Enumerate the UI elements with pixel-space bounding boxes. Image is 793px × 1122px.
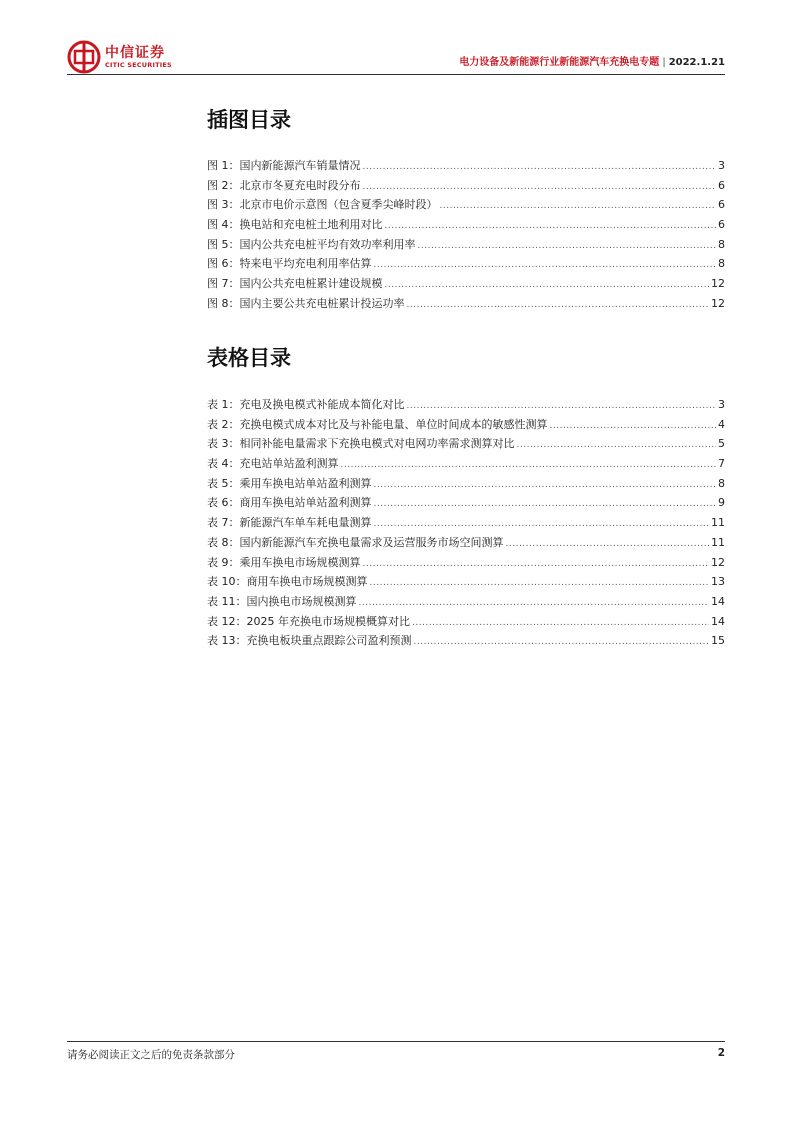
toc-entry-page: 7: [718, 457, 725, 471]
toc-entry[interactable]: [207, 254, 725, 274]
toc-entry-label: 表 4：充电站单站盈利测算: [207, 457, 339, 471]
toc-dot-leader: [506, 535, 710, 555]
toc-entry-page: 15: [711, 634, 725, 648]
toc-dot-leader: [341, 456, 717, 476]
toc-entry-page: 8: [718, 237, 725, 251]
toc-entry[interactable]: [207, 474, 725, 494]
toc-entry-label: 表 13：充换电板块重点跟踪公司盈利预测: [207, 634, 412, 648]
toc-entry-label: 图 6：特来电平均充电利用率估算: [207, 257, 372, 271]
toc-dot-leader: [359, 594, 710, 614]
toc-entry-label: 图 4：换电站和充电桩土地利用对比: [207, 218, 383, 232]
toc-dot-leader: [363, 555, 710, 575]
toc-entry[interactable]: [207, 572, 725, 592]
toc-entry-page: 11: [711, 516, 725, 530]
toc-entry[interactable]: [207, 533, 725, 553]
header-divider: [67, 74, 725, 75]
toc-dot-leader: [385, 276, 710, 296]
toc-dot-leader: [550, 417, 717, 437]
toc-entry-page: 3: [718, 159, 725, 172]
toc-entry-label: 表 12：2025 年充换电市场规模概算对比: [207, 614, 410, 628]
toc-entry-label: 表 11：国内换电市场规模测算: [207, 594, 357, 608]
header-report-info: [459, 53, 725, 68]
toc-entry-label: 表 5：乘用车换电站单站盈利测算: [207, 476, 372, 490]
toc-entry[interactable]: [207, 176, 725, 196]
toc-entry[interactable]: [207, 235, 725, 255]
toc-dot-leader: [374, 256, 717, 276]
toc-entry[interactable]: [207, 553, 725, 573]
toc-entry-page: 9: [718, 496, 725, 510]
toc-entry-label: 表 7：新能源汽车单车耗电量测算: [207, 516, 372, 530]
toc-entry[interactable]: [207, 612, 725, 632]
toc-dot-leader: [440, 197, 717, 217]
figures-section-title: 插图目录: [207, 108, 291, 132]
footer-disclaimer: 请务必阅读正文之后的免责条款部分: [67, 1049, 235, 1061]
footer-page-number: 2: [717, 1047, 725, 1059]
footer-divider: [67, 1041, 725, 1042]
toc-entry[interactable]: [207, 215, 725, 235]
toc-entry-page: 11: [711, 535, 725, 549]
citic-logo-icon: [67, 40, 101, 74]
toc-entry-label: 图 5：国内公共充电桩平均有效功率利用率: [207, 237, 416, 251]
toc-dot-leader: [370, 574, 710, 594]
toc-entry-label: 表 2：充换电模式成本对比及与补能电量、单位时间成本的敏感性测算: [207, 417, 548, 431]
toc-entry-page: 13: [711, 575, 725, 589]
toc-entry-label: 表 1：充电及换电模式补能成本简化对比: [207, 398, 405, 411]
toc-entry[interactable]: [207, 434, 725, 454]
logo-english-name: CITIC SECURITIES: [105, 61, 172, 69]
report-date: 2022.1.21: [668, 57, 725, 68]
toc-entry-page: 6: [718, 198, 725, 212]
toc-entry[interactable]: [207, 274, 725, 294]
toc-entry-page: 6: [718, 218, 725, 232]
toc-entry[interactable]: [207, 631, 725, 651]
report-title: 电力设备及新能源行业新能源汽车充换电专题: [459, 57, 660, 68]
toc-dot-leader: [418, 237, 717, 257]
toc-entry-page: 8: [718, 476, 725, 490]
toc-entry-label: 表 10：商用车换电市场规模测算: [207, 575, 368, 589]
toc-entry[interactable]: [207, 592, 725, 612]
header-separator: |: [662, 57, 666, 68]
logo-chinese-name: 中信证券: [105, 45, 165, 61]
toc-entry-label: 表 8：国内新能源汽车充换电量需求及运营服务市场空间测算: [207, 535, 504, 549]
tables-toc-list: [207, 395, 725, 651]
toc-entry-page: 14: [711, 594, 725, 608]
toc-dot-leader: [414, 633, 710, 653]
figures-toc-list: [207, 156, 725, 314]
toc-entry-label: 图 3：北京市电价示意图（包含夏季尖峰时段）: [207, 198, 438, 212]
toc-entry-label: 图 2：北京市冬夏充电时段分布: [207, 178, 361, 192]
toc-entry-label: 表 9：乘用车换电市场规模测算: [207, 555, 361, 569]
toc-entry[interactable]: [207, 395, 725, 415]
toc-dot-leader: [374, 495, 717, 515]
toc-dot-leader: [363, 158, 717, 178]
toc-entry-page: 12: [711, 277, 725, 291]
toc-dot-leader: [517, 436, 717, 456]
toc-entry-page: 4: [718, 417, 725, 431]
toc-entry-page: 5: [718, 437, 725, 451]
toc-dot-leader: [385, 217, 717, 237]
toc-entry[interactable]: [207, 513, 725, 533]
toc-entry-page: 8: [718, 257, 725, 271]
tables-section-title: 表格目录: [207, 346, 291, 370]
toc-entry-label: 图 8：国内主要公共充电桩累计投运功率: [207, 296, 405, 310]
page-header: [67, 36, 725, 76]
toc-entry-label: 表 3：相同补能电量需求下充换电模式对电网功率需求测算对比: [207, 437, 515, 451]
toc-entry-label: 图 1：国内新能源汽车销量情况: [207, 159, 361, 172]
toc-dot-leader: [412, 614, 709, 634]
toc-entry-page: 6: [718, 178, 725, 192]
toc-dot-leader: [374, 476, 717, 496]
toc-entry-page: 14: [711, 614, 725, 628]
toc-entry[interactable]: [207, 156, 725, 176]
toc-entry-page: 12: [711, 296, 725, 310]
toc-dot-leader: [407, 296, 710, 316]
toc-entry[interactable]: [207, 195, 725, 215]
toc-entry[interactable]: [207, 493, 725, 513]
toc-entry[interactable]: [207, 454, 725, 474]
toc-entry[interactable]: [207, 294, 725, 314]
toc-entry-page: 3: [718, 398, 725, 411]
toc-entry[interactable]: [207, 415, 725, 435]
toc-entry-label: 表 6：商用车换电站单站盈利测算: [207, 496, 372, 510]
toc-entry-label: 图 7：国内公共充电桩累计建设规模: [207, 277, 383, 291]
toc-entry-page: 12: [711, 555, 725, 569]
